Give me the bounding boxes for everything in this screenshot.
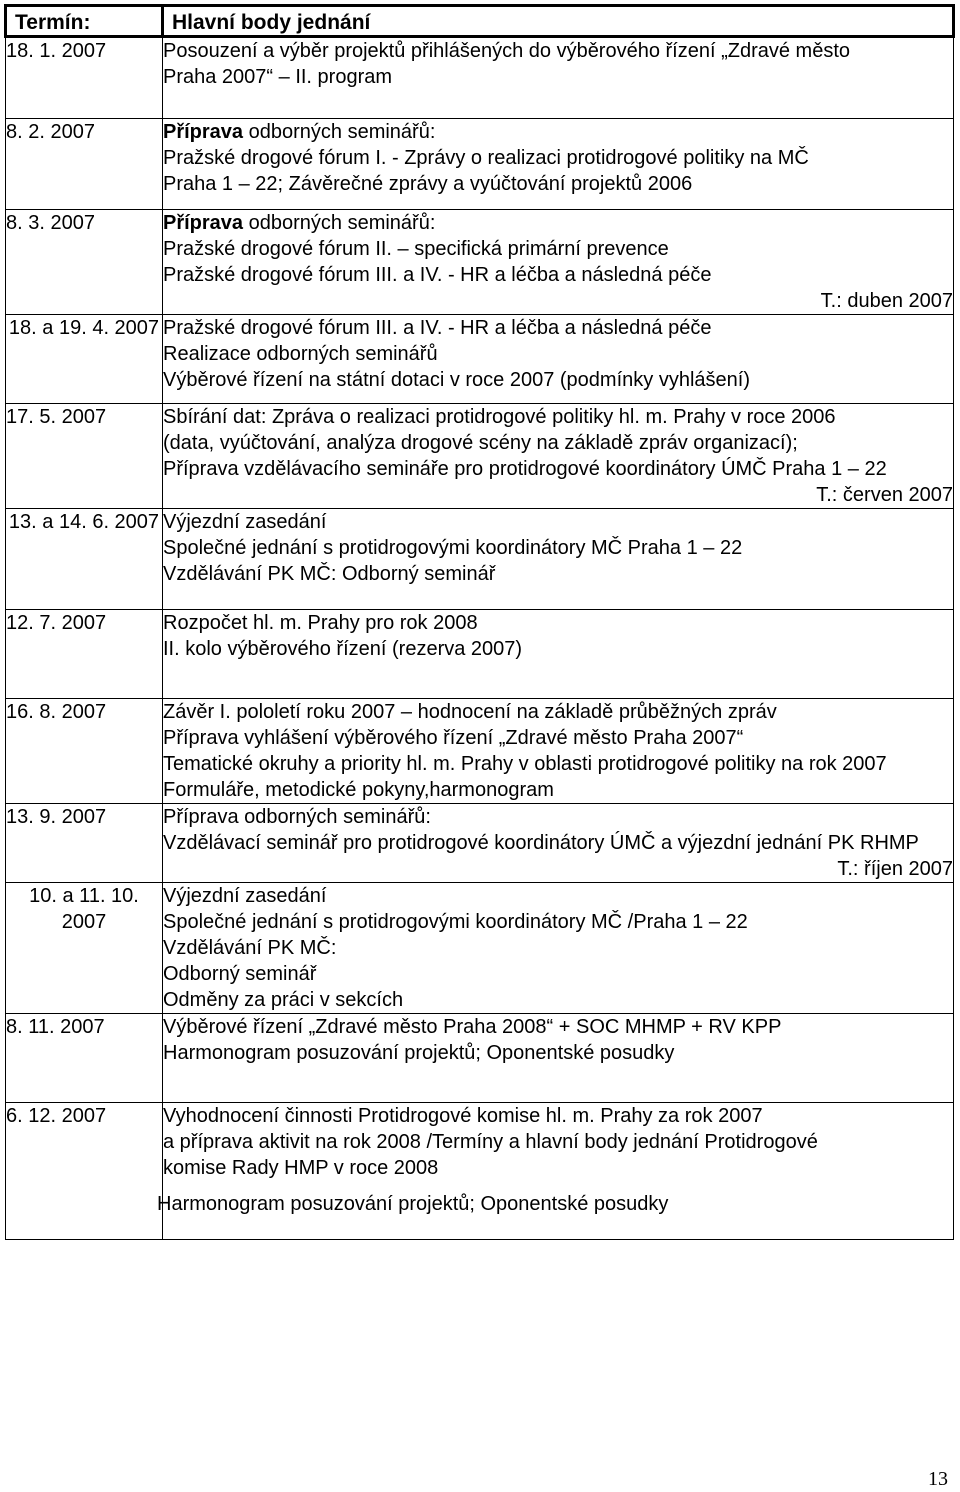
agenda-line-text: Výběrové řízení „Zdravé město Praha 2008“ + SOC MHMP + RV KPP [163,1016,782,1038]
agenda-line [163,1129,953,1155]
agenda-line-text: Vyhodnocení činnosti Protidrogové komise hl. m. Prahy za rok 2007 [163,1105,763,1127]
table-row [6,315,954,404]
schedule-rows [6,37,954,1240]
agenda-line-text: T.: červen 2007 [816,484,953,506]
agenda-line-text: Realizace odborných seminářů [163,343,438,365]
agenda-line [163,404,953,430]
table-row [6,37,954,119]
agenda-line-text: Příprava vyhlášení výběrového řízení „Zdravé město Praha 2007“ [163,727,744,749]
deadline-line [163,288,953,314]
table-row [6,404,954,509]
agenda-line [163,341,953,367]
agenda-line-text: Společné jednání s protidrogovými koordinátory MČ /Praha 1 – 22 [163,911,748,933]
agenda-line-text: Pražské drogové fórum I. - Zprávy o realizaci protidrogové politiky na MČ [163,147,809,169]
agenda-line [163,987,953,1013]
agenda-line [163,751,953,777]
agenda-line [163,610,953,636]
agenda-line-text: Výběrové řízení na státní dotaci v roce 2007 (podmínky vyhlášení) [163,369,750,391]
meeting-date: 13. 9. 2007 [6,804,163,883]
agenda-line-text: Posouzení a výběr projektů přihlášených do výběrového řízení „Zdravé město [163,40,851,62]
agenda-line [163,64,953,90]
meeting-date: 6. 12. 2007 [6,1103,163,1240]
agenda-line [163,145,953,171]
table-row [6,509,954,610]
agenda-line-text: odborných seminářů: [243,121,436,143]
agenda-line [163,961,953,987]
header-content: Hlavní body jednání [163,6,954,37]
agenda-line-text: Praha 2007“ – II. program [163,66,393,88]
agenda-line-text: Harmonogram posuzování projektů; Oponentské posudky [163,1042,675,1064]
agenda-line [163,367,953,393]
deadline-line [163,856,953,882]
agenda-cell [163,699,954,804]
agenda-line [163,804,953,830]
agenda-cell [163,804,954,883]
agenda-line [163,1014,953,1040]
agenda-line [163,935,953,961]
agenda-line [157,1191,953,1217]
agenda-line [163,1155,953,1181]
table-row [6,1014,954,1103]
agenda-line [163,909,953,935]
agenda-line-text: Výjezdní zasedání [163,511,327,533]
agenda-line [163,1040,953,1066]
table-row [6,1103,954,1240]
agenda-line-text: Vzdělávání PK MČ: Odborný seminář [163,563,496,585]
agenda-cell [163,210,954,315]
agenda-line [163,509,953,535]
agenda-line-text: Odměny za práci v sekcích [163,989,404,1011]
agenda-line [163,561,953,587]
agenda-line-text: odborných seminářů: [243,212,436,234]
meeting-date: 17. 5. 2007 [6,404,163,509]
agenda-line [163,456,953,482]
table-row [6,210,954,315]
meeting-date: 10. a 11. 10. 2007 [6,883,163,1014]
agenda-line [163,636,953,662]
agenda-line-text: Vzdělávací seminář pro protidrogové koordinátory ÚMČ a výjezdní jednání PK RHMP [163,832,919,854]
table-row [6,119,954,210]
agenda-line [163,210,953,236]
agenda-cell [163,119,954,210]
agenda-cell [163,37,954,119]
agenda-line-text: Tematické okruhy a priority hl. m. Prahy v oblasti protidrogové politiky na rok 2007 [163,753,887,775]
agenda-line-text: II. kolo výběrového řízení (rezerva 2007) [163,638,523,660]
header-date: Termín: [6,6,163,37]
agenda-line [163,777,953,803]
agenda-line [163,171,953,197]
meeting-date: 18. a 19. 4. 2007 [6,315,163,404]
agenda-line-text: (data, vyúčtování, analýza drogové scény na základě zpráv organizací); [163,432,798,454]
agenda-line [163,830,953,856]
agenda-cell [163,404,954,509]
agenda-line [163,262,953,288]
table-row [6,610,954,699]
agenda-line [163,535,953,561]
agenda-line-bold: Příprava [163,121,244,143]
agenda-line-text: Praha 1 – 22; Závěrečné zprávy a vyúčtování projektů 2006 [163,173,693,195]
agenda-line [163,315,953,341]
agenda-line [163,883,953,909]
agenda-line-text: Pražské drogové fórum III. a IV. - HR a léčba a následná péče [163,317,712,339]
agenda-cell [163,509,954,610]
agenda-line-text: Formuláře, metodické pokyny,harmonogram [163,779,554,801]
deadline-line [163,482,953,508]
agenda-line-text: Rozpočet hl. m. Prahy pro rok 2008 [163,612,478,634]
table-row [6,883,954,1014]
agenda-line-text: Vzdělávání PK MČ: [163,937,337,959]
agenda-line-text: Společné jednání s protidrogovými koordinátory MČ Praha 1 – 22 [163,537,743,559]
table-header-row [6,6,954,37]
agenda-line-text: Harmonogram posuzování projektů; Oponentské posudky [157,1193,669,1215]
meeting-date: 8. 3. 2007 [6,210,163,315]
agenda-line [163,119,953,145]
agenda-line-text: Sbírání dat: Zpráva o realizaci protidrogové politiky hl. m. Prahy v roce 2006 [163,406,836,428]
agenda-cell [157,1103,954,1240]
meeting-date: 18. 1. 2007 [6,37,163,119]
agenda-cell [163,315,954,404]
agenda-line-text: T.: říjen 2007 [837,858,953,880]
agenda-line-text: Výjezdní zasedání [163,885,327,907]
meeting-date: 16. 8. 2007 [6,699,163,804]
table-row [6,804,954,883]
agenda-cell [163,1014,954,1103]
agenda-line [163,38,953,64]
meeting-date: 8. 11. 2007 [6,1014,163,1103]
agenda-line [163,699,953,725]
agenda-line-text: Pražské drogové fórum II. – specifická primární prevence [163,238,669,260]
agenda-line [163,1103,953,1129]
agenda-line [163,236,953,262]
page-number: 13 [928,1468,948,1490]
agenda-line [163,725,953,751]
agenda-line-bold: Příprava [163,212,244,234]
agenda-line-text: Příprava odborných seminářů: [163,806,431,828]
agenda-line [163,430,953,456]
agenda-line-text: Pražské drogové fórum III. a IV. - HR a léčba a následná péče [163,264,712,286]
agenda-line-text: a příprava aktivit na rok 2008 /Termíny a hlavní body jednání Protidrogové [163,1131,818,1153]
agenda-cell [163,610,954,699]
agenda-line-text: Odborný seminář [163,963,317,985]
meeting-date: 8. 2. 2007 [6,119,163,210]
agenda-line-text: T.: duben 2007 [820,290,953,312]
table-row [6,699,954,804]
meeting-date: 13. a 14. 6. 2007 [6,509,163,610]
agenda-cell [163,883,954,1014]
schedule-table [4,4,955,1240]
meeting-date: 12. 7. 2007 [6,610,163,699]
agenda-line-text: Příprava vzdělávacího semináře pro protidrogové koordinátory ÚMČ Praha 1 – 22 [163,458,887,480]
agenda-line-text: komise Rady HMP v roce 2008 [163,1157,439,1179]
agenda-line-text: Závěr I. pololetí roku 2007 – hodnocení na základě průběžných zpráv [163,701,777,723]
